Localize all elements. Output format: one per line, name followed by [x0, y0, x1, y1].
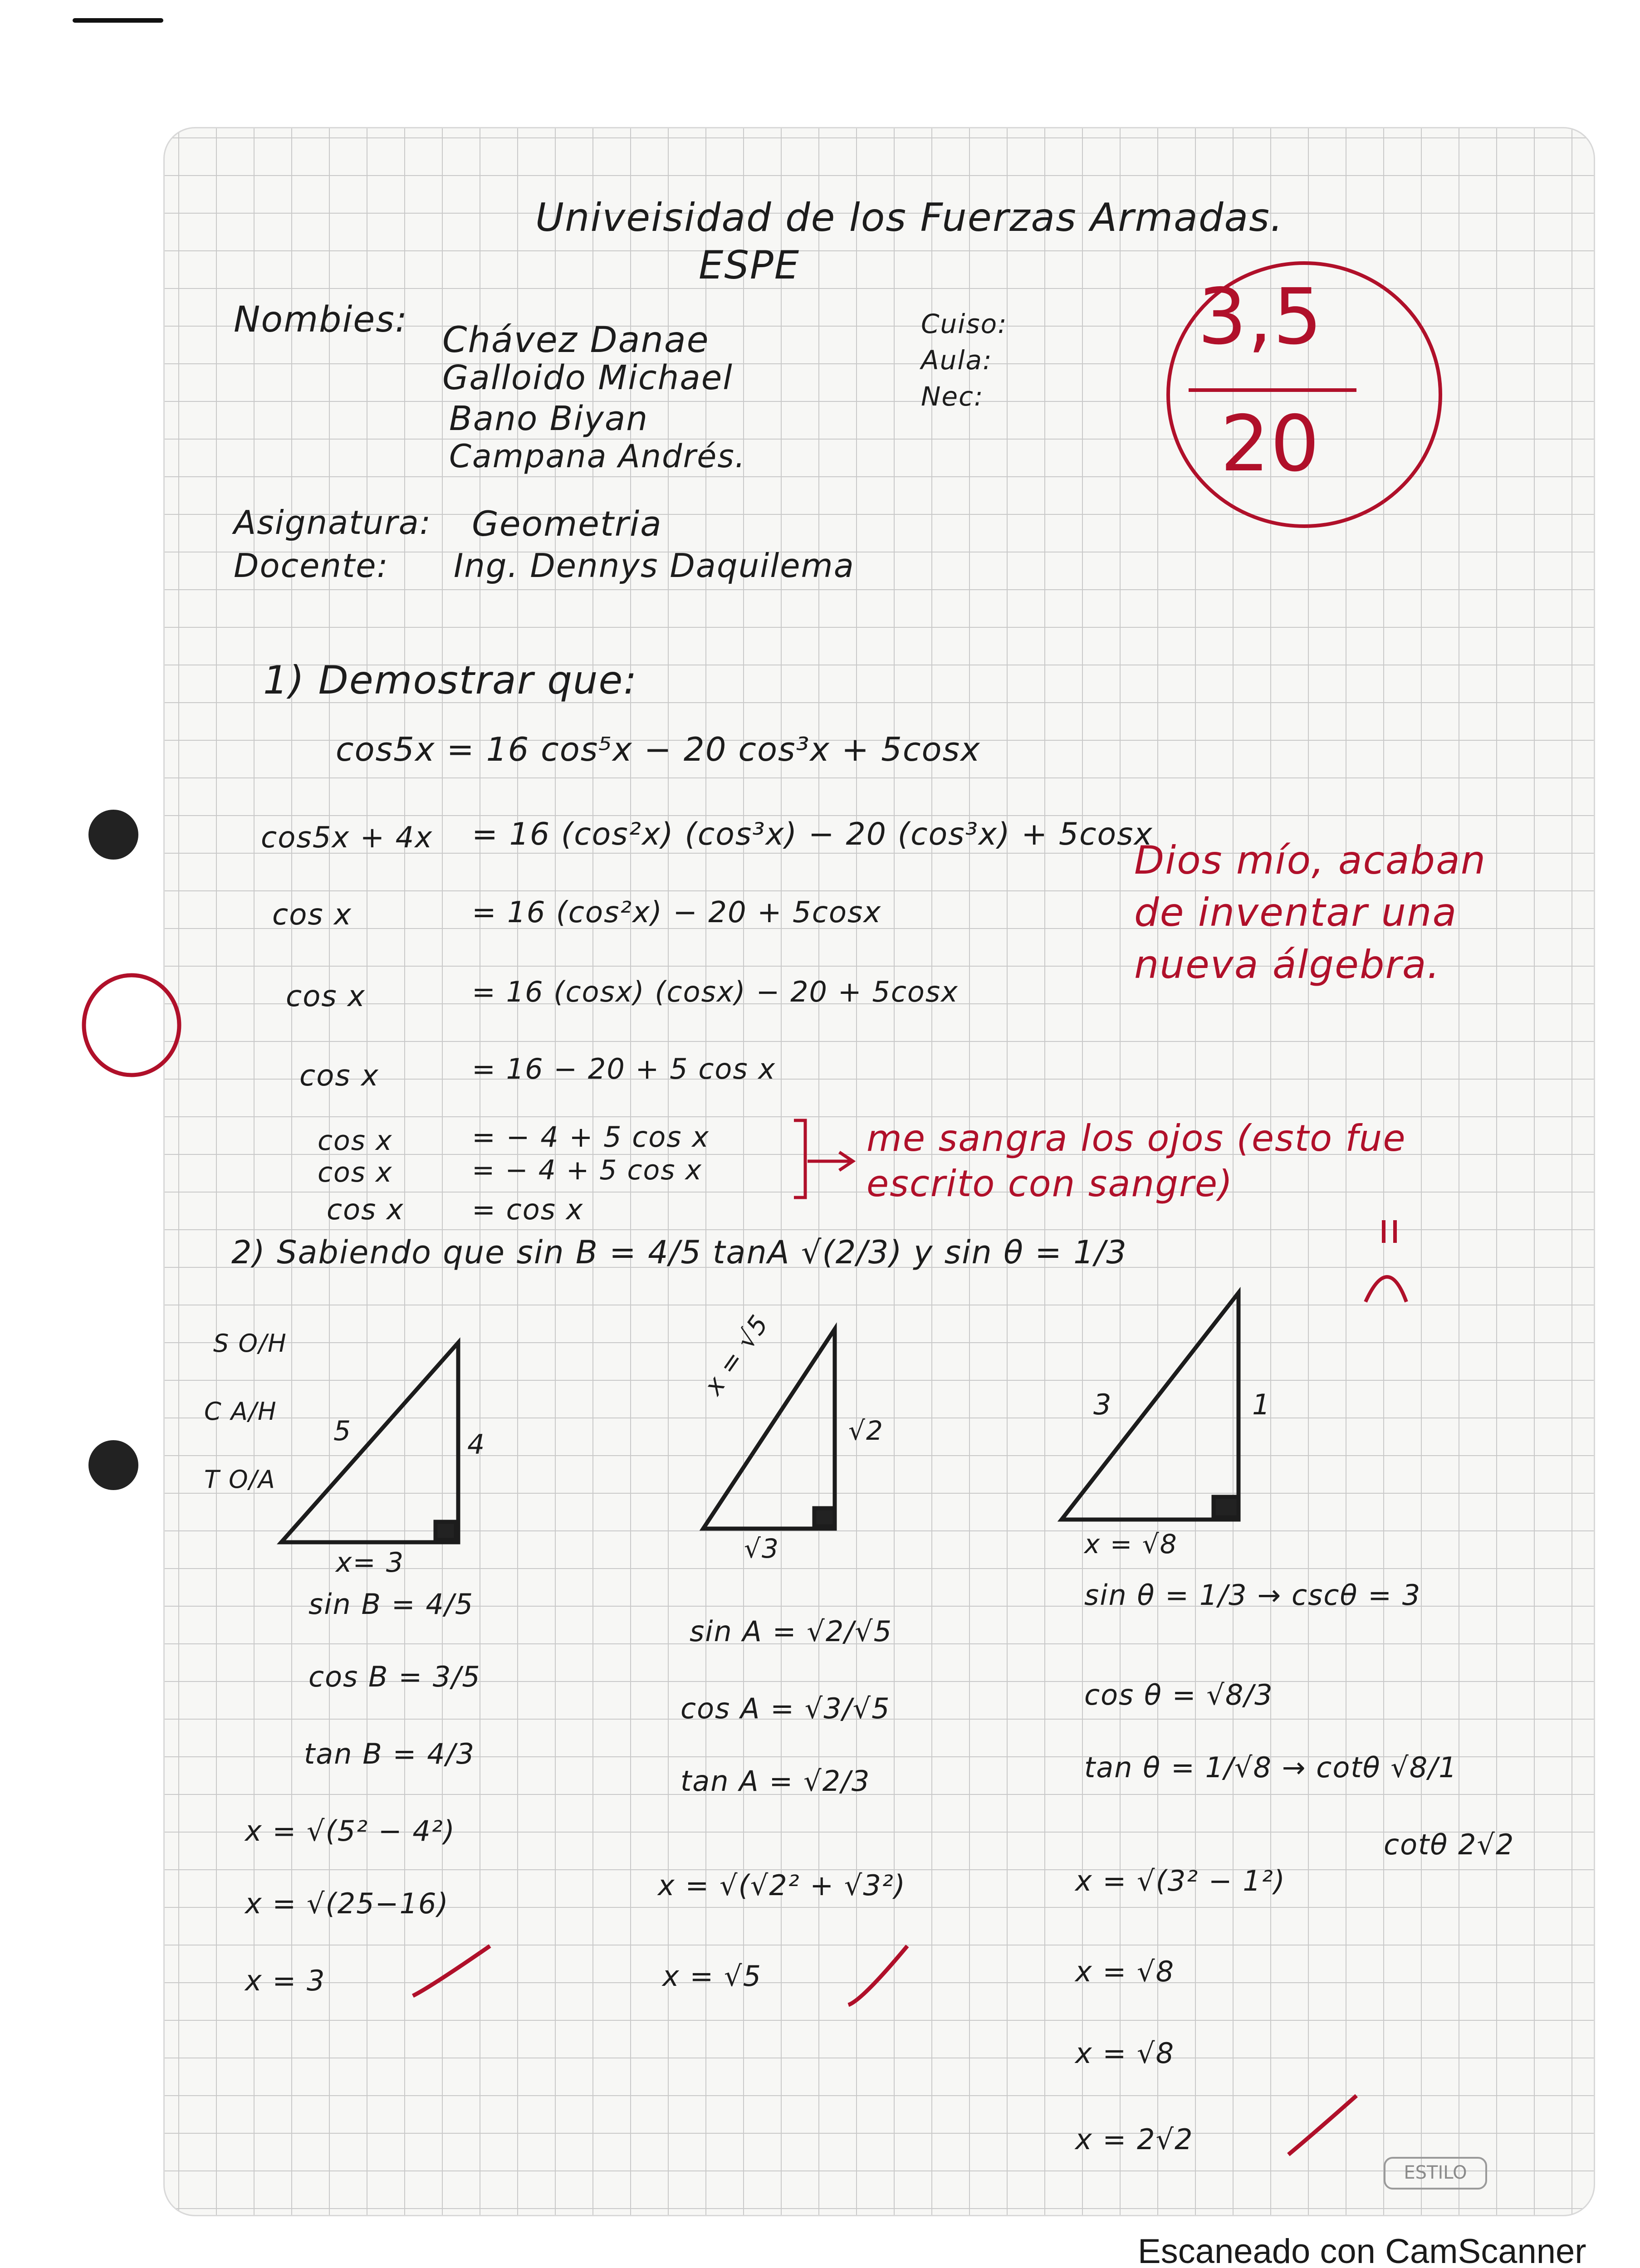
camscanner-watermark: Escaneado con CamScanner [1138, 2232, 1586, 2268]
problem1-statement: cos5x = 16 cos⁵x − 20 cos³x + 5cosx [336, 730, 981, 768]
step2-lhs: cos x [272, 898, 352, 932]
problem1-title: 1) Demostrar que: [263, 658, 638, 703]
step6-lhs: cos x [318, 1157, 393, 1188]
step4-rhs: = 16 − 20 + 5 cos x [472, 1052, 776, 1085]
tri-a-line-1: sin A = √2/√5 [690, 1615, 893, 1648]
tri-b-line-6: x = 3 [245, 1964, 326, 1997]
problem2-title: 2) Sabiendo que sin B = 4/5 tanA √(2/3) y sin θ = 1/3 [231, 1234, 1127, 1271]
teacher-value: Ing. Dennys Daquilema [454, 547, 855, 585]
student-name-4: Campana Andrés. [449, 438, 746, 475]
student-name-2: Galloido Michael [442, 358, 733, 397]
tri-t-cot-note: cotθ 2√2 [1384, 1828, 1515, 1861]
tri-t-line-2: cos θ = √8/3 [1084, 1678, 1273, 1711]
tri-t-line-1: sin θ = 1/3 → cscθ = 3 [1084, 1579, 1421, 1612]
tri-a-hyp: x = √5 [699, 1310, 775, 1401]
subject-value: Geometria [472, 503, 662, 544]
tri-b-line-2: cos B = 3/5 [308, 1660, 481, 1693]
step5-lhs: cos x [318, 1125, 393, 1157]
teacher-label: Docente: [234, 547, 389, 585]
student-name-3: Bano Biyan [449, 399, 649, 438]
nrc-label: Nec: [921, 381, 984, 412]
university-name: Univeisidad de los Fuerzas Armadas. [535, 195, 1284, 240]
tri-t-adj: x = √8 [1084, 1529, 1178, 1559]
triangle-theta [1062, 1293, 1239, 1520]
tri-a-line-3: tan A = √2/3 [680, 1765, 871, 1798]
teacher-comment-algebra: Dios mío, acaban de inventar una nueva álgebra. [1134, 838, 1487, 987]
step7-rhs: = cos x [472, 1193, 584, 1226]
student-name-1: Chávez Danae [442, 320, 710, 361]
tri-t-opp: 1 [1252, 1388, 1271, 1421]
curso-label: Cuiso: [921, 308, 1008, 339]
step4-lhs: cos x [299, 1059, 379, 1093]
names-label: Nombies: [234, 299, 408, 340]
tri-t-line-7: x = 2√2 [1075, 2123, 1194, 2156]
tri-a-line-5: x = √5 [662, 1960, 762, 1993]
tri-b-line-3: tan B = 4/3 [304, 1737, 475, 1770]
step6-rhs: = − 4 + 5 cos x [472, 1154, 703, 1186]
tri-a-adj: √3 [744, 1533, 779, 1564]
tri-b-line-1: sin B = 4/5 [308, 1588, 474, 1621]
step2-rhs: = 16 (cos²x) − 20 + 5cosx [472, 896, 882, 929]
mnemonic-soh: S O/H [213, 1329, 287, 1358]
grade-score: 3,5 [1198, 272, 1323, 362]
tri-t-hyp: 3 [1093, 1388, 1112, 1421]
tri-t-line-3: tan θ = 1/√8 → cotθ √8/1 [1084, 1751, 1458, 1784]
tri-t-line-4: x = √(3² − 1²) [1075, 1864, 1286, 1897]
step7-lhs: cos x [327, 1193, 404, 1226]
tri-t-line-6: x = √8 [1075, 2037, 1175, 2070]
tri-b-adj: x= 3 [336, 1547, 405, 1579]
university-acronym: ESPE [699, 243, 800, 288]
tri-a-opp: √2 [848, 1415, 884, 1446]
aula-label: Aula: [921, 345, 993, 376]
tri-b-line-4: x = √(5² − 4²) [245, 1814, 455, 1848]
tri-b-opp: 4 [467, 1429, 486, 1461]
subject-label: Asignatura: [234, 503, 432, 542]
triangle-b [281, 1343, 458, 1542]
tri-t-line-5: x = √8 [1075, 1955, 1175, 1988]
teacher-comment-blood: me sangra los ojos (esto fue escrito con sangre) [867, 1117, 1406, 1205]
tri-b-hyp: 5 [333, 1415, 352, 1447]
tri-a-line-2: cos A = √3/√5 [680, 1692, 891, 1725]
step3-rhs: = 16 (cosx) (cosx) − 20 + 5cosx [472, 975, 959, 1008]
mnemonic-cah: C A/H [204, 1397, 277, 1426]
step5-rhs: = − 4 + 5 cos x [472, 1120, 710, 1154]
mnemonic-toa: T O/A [204, 1465, 276, 1494]
step3-lhs: cos x [286, 980, 366, 1013]
grade-total: 20 [1220, 399, 1321, 489]
step1-rhs: = 16 (cos²x) (cos³x) − 20 (cos³x) + 5cosx [472, 816, 1153, 852]
step1-lhs: cos5x + 4x [261, 821, 433, 855]
estilo-stamp: ESTILO [1384, 2157, 1487, 2190]
tri-b-line-5: x = √(25−16) [245, 1887, 449, 1920]
tri-a-line-4: x = √(√2² + √3²) [658, 1869, 906, 1902]
